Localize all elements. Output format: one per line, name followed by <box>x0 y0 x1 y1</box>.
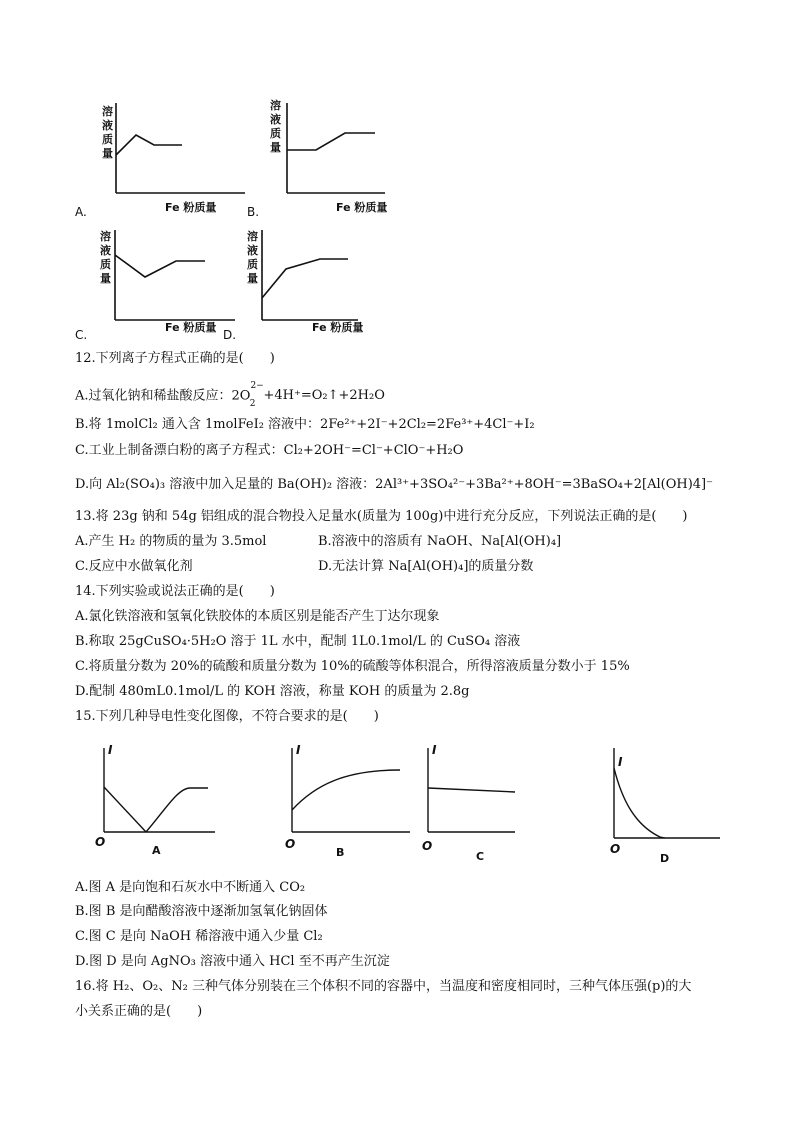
ylabel-char: 质 <box>270 127 281 140</box>
q15-graph-c <box>428 748 515 832</box>
q14-option-b: B.称取 25gCuSO₄·5H₂O 溶于 1L 水中，配制 1L0.1mol/L 的 CuSO₄ 溶液 <box>75 634 521 649</box>
q15-option-a: A.图 A 是向饱和石灰水中不断通入 CO₂ <box>75 880 306 895</box>
ylabel-char: 量 <box>247 272 258 285</box>
option-label-b: B. <box>247 205 260 219</box>
ylabel-char: 量 <box>270 141 281 154</box>
q13-option-a: A.产生 H₂ 的物质的量为 3.5mol <box>75 534 267 549</box>
q13-option-d: D.无法计算 Na[Al(OH)₄]的质量分数 <box>318 559 534 574</box>
ylabel-char: 质 <box>102 133 113 146</box>
q15-graph-a <box>104 748 215 832</box>
q14-option-d: D.配制 480mL0.1mol/L 的 KOH 溶液，称量 KOH 的质量为 2.8g <box>75 684 470 699</box>
q12-stem: 12.下列离子方程式正确的是( ) <box>75 351 275 366</box>
ylabel-char: 液 <box>247 244 258 257</box>
q12-a-rest: +4H⁺=O₂↑+2H₂O <box>263 388 385 404</box>
ylabel-char: 液 <box>100 244 111 257</box>
q15-graph-label-c: C <box>476 850 485 863</box>
ylabel-char: 溶 <box>102 105 113 118</box>
q15-graph-label-a: A <box>152 844 161 857</box>
q15-origin: O <box>285 837 296 851</box>
q15-ylabel: I <box>108 743 113 757</box>
q11-graph-a <box>116 103 245 193</box>
q15-origin: O <box>422 839 433 853</box>
ylabel-char: 量 <box>100 272 111 285</box>
q12-option-d: D.向 Al₂(SO₄)₃ 溶液中加入足量的 Ba(OH)₂ 溶液：2Al³⁺+3SO₄²⁻+3Ba²⁺+8OH⁻=3BaSO₄+2[Al(OH)4]⁻ <box>75 477 713 492</box>
xlabel: Fe 粉质量 <box>336 201 388 214</box>
ylabel-char: 溶 <box>270 99 281 112</box>
ylabel-char: 溶 <box>100 230 111 243</box>
ylabel-char: 液 <box>102 119 113 132</box>
q15-ylabel: I <box>432 743 437 757</box>
q12-a-text: A.过氧化钠和稀盐酸反应：2O <box>75 388 251 404</box>
q13-option-c: C.反应中水做氧化剂 <box>75 559 193 574</box>
q15-option-b: B.图 B 是向醋酸溶液中逐渐加氢氧化钠固体 <box>75 904 328 919</box>
ylabel-char: 质 <box>247 258 258 271</box>
q15-option-d: D.图 D 是向 AgNO₃ 溶液中通入 HCl 至不再产生沉淀 <box>75 954 390 969</box>
xlabel: Fe 粉质量 <box>312 321 364 334</box>
q16-stem-line2: 小关系正确的是( ) <box>75 1004 203 1019</box>
ylabel-char: 量 <box>102 147 113 160</box>
q15-graph-label-b: B <box>336 846 345 859</box>
ylabel-char: 液 <box>270 113 281 126</box>
q15-origin: O <box>610 842 621 856</box>
q15-origin: O <box>95 835 106 849</box>
q12-option-b: B.将 1molCl₂ 通入含 1molFeI₂ 溶液中：2Fe²⁺+2I⁻+2Cl₂=2Fe³⁺+4Cl⁻+I₂ <box>75 417 535 432</box>
xlabel: Fe 粉质量 <box>165 321 217 334</box>
ylabel-char: 质 <box>100 258 111 271</box>
q15-stem: 15.下列几种导电性变化图像，不符合要求的是( ) <box>75 709 379 724</box>
q16-stem-line1: 16.将 H₂、O₂、N₂ 三种气体分别装在三个体积不同的容器中，当温度和密度相同时，三种气体压强(p)的大 <box>75 979 692 994</box>
q15-ylabel: I <box>618 755 623 769</box>
q13-stem: 13.将 23g 钠和 54g 铝组成的混合物投入足量水(质量为 100g)中进行充分反应，下列说法正确的是( ) <box>75 509 688 524</box>
q15-option-c: C.图 C 是向 NaOH 稀溶液中通入少量 Cl₂ <box>75 929 323 944</box>
peroxide-charge: $^{2-}_2$ <box>249 381 264 409</box>
q15-ylabel: I <box>296 743 301 757</box>
ylabel-char: 溶 <box>247 230 258 243</box>
q15-graphs <box>90 740 740 870</box>
q14-option-c: C.将质量分数为 20%的硫酸和质量分数为 10%的硫酸等体积混合，所得溶液质量分数小于 15% <box>75 659 630 674</box>
q15-graph-label-d: D <box>660 852 670 865</box>
option-label-a: A. <box>75 205 87 219</box>
q11-graph-d <box>262 230 358 320</box>
q11-graphs <box>70 95 410 345</box>
q15-graph-b <box>292 748 410 832</box>
option-label-d: D. <box>223 328 237 342</box>
q15-graph-d <box>614 748 720 838</box>
xlabel: Fe 粉质量 <box>165 201 217 214</box>
q13-option-b: B.溶液中的溶质有 NaOH、Na[Al(OH)₄] <box>318 534 562 549</box>
q12-option-a <box>75 383 385 410</box>
option-label-c: C. <box>75 328 88 342</box>
q14-stem: 14.下列实验或说法正确的是( ) <box>75 584 275 599</box>
q11-graph-b <box>287 103 385 193</box>
q12-option-c: C.工业上制备漂白粉的离子方程式：Cl₂+2OH⁻=Cl⁻+ClO⁻+H₂O <box>75 443 464 458</box>
q14-option-a: A.氯化铁溶液和氢氧化铁胶体的本质区别是能否产生丁达尔现象 <box>75 609 440 624</box>
q11-graph-c <box>115 230 235 320</box>
